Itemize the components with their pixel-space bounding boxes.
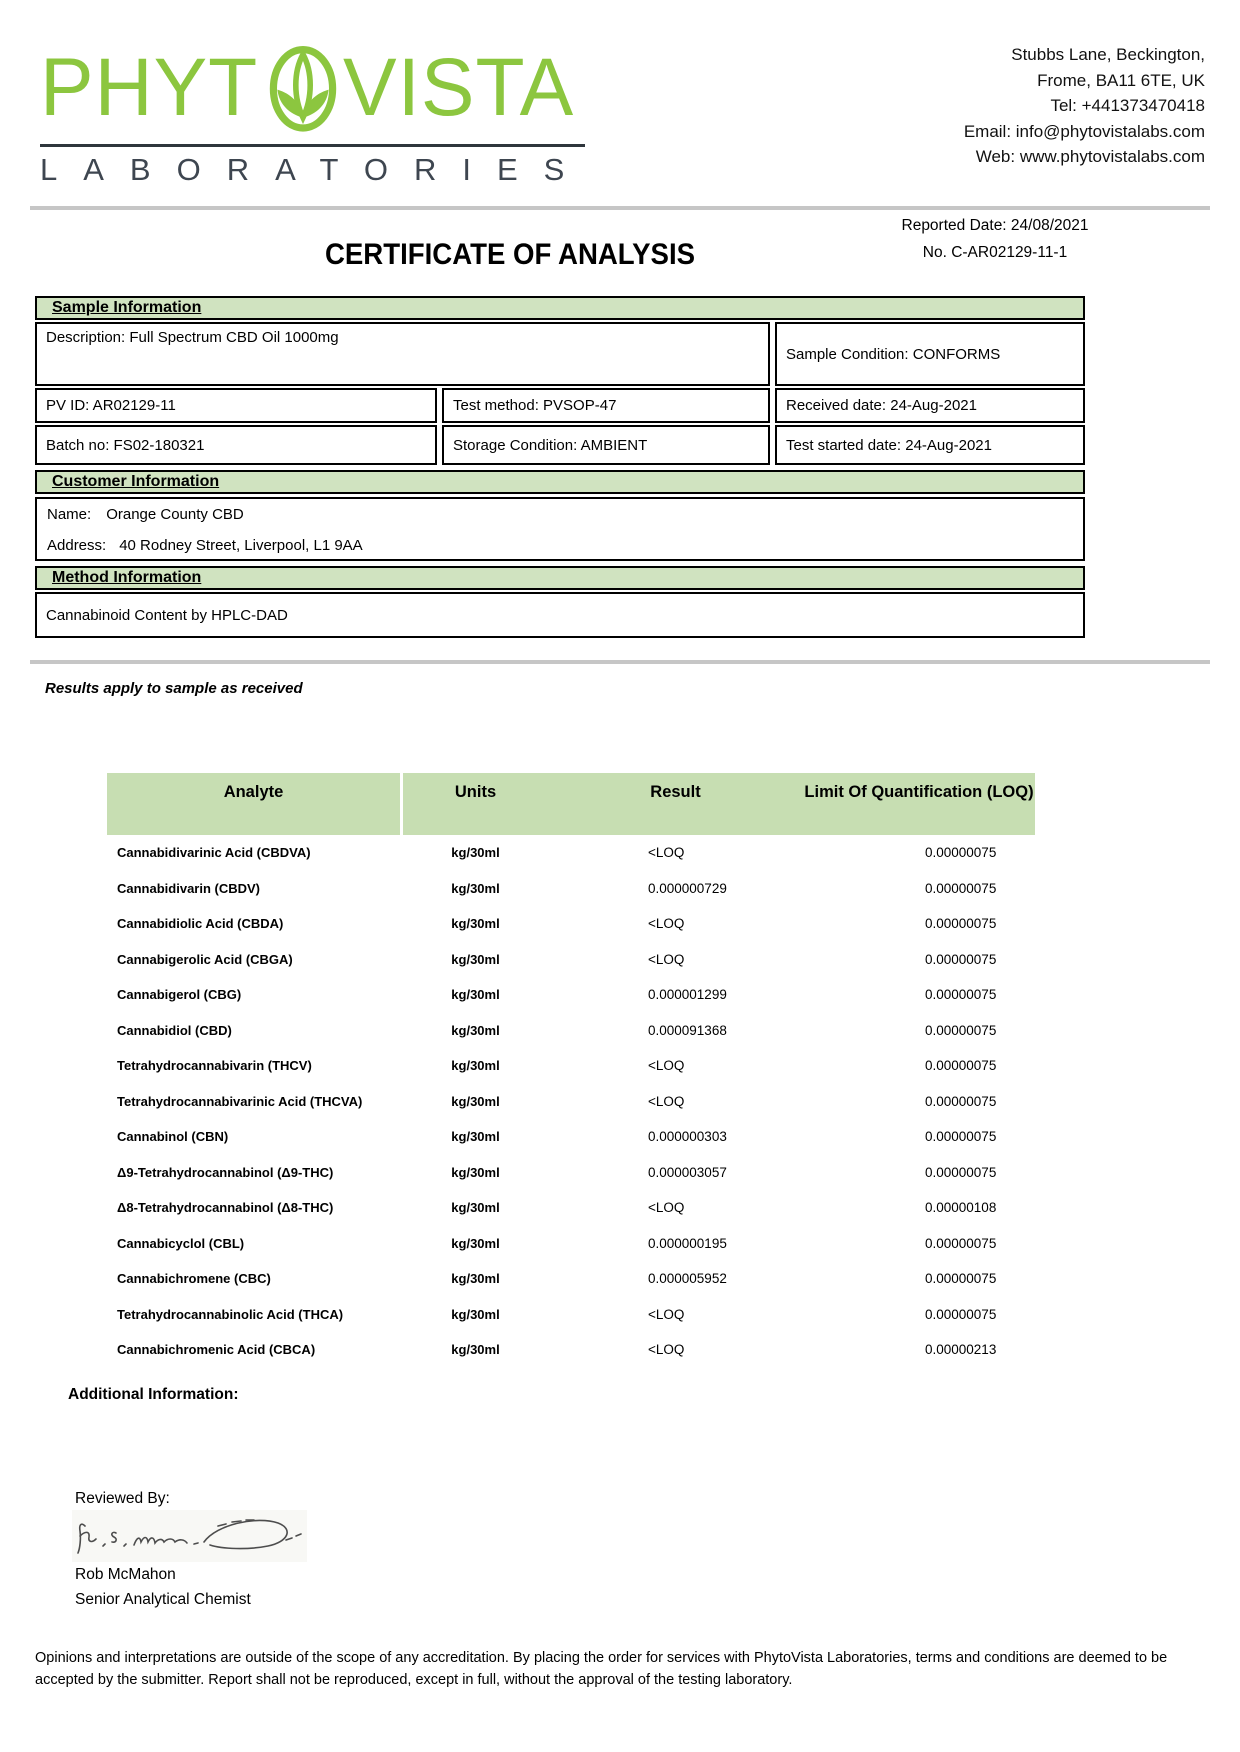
method-information-heading: Method Information <box>35 566 1085 590</box>
test-started-date: Test started date: 24-Aug-2021 <box>775 425 1085 465</box>
phytovista-logo <box>40 36 600 188</box>
loq-value: 0.00000213 <box>925 1342 997 1358</box>
loq-value: 0.00000075 <box>925 1022 997 1038</box>
loq-value: 0.00000075 <box>925 951 997 967</box>
logo-wordmark <box>40 36 600 140</box>
contact-address-line2: Frome, BA11 6TE, UK <box>1037 70 1205 90</box>
result-value: 0.000003057 <box>648 1164 727 1180</box>
table-row <box>107 1084 1035 1120</box>
loq-value: 0.00000075 <box>925 987 997 1003</box>
analyte-name: Cannabidivarin (CBDV) <box>117 880 261 896</box>
analyte-name: Cannabinol (CBN) <box>117 1129 229 1145</box>
additional-information-label: Additional Information: <box>68 1386 239 1403</box>
result-value: 0.000000303 <box>648 1129 727 1145</box>
result-value: <LOQ <box>648 916 685 932</box>
customer-information-heading: Customer Information <box>35 470 1085 494</box>
table-row <box>107 835 1035 871</box>
customer-name-label: Name: <box>47 506 92 523</box>
storage-condition: Storage Condition: AMBIENT <box>442 425 770 465</box>
logo-divider <box>40 144 585 147</box>
units-value: kg/30ml <box>451 1306 500 1322</box>
customer-address-label: Address: <box>47 537 107 554</box>
result-value: <LOQ <box>648 951 685 967</box>
result-value: 0.000001299 <box>648 987 727 1003</box>
sample-condition: Sample Condition: CONFORMS <box>775 322 1085 386</box>
units-value: kg/30ml <box>451 1164 500 1180</box>
results-table-body <box>107 835 1035 1368</box>
logo-text-left: PHYT <box>40 42 259 133</box>
customer-address-value: 40 Rodney Street, Liverpool, L1 9AA <box>119 537 363 554</box>
analyte-name: Δ9-Tetrahydrocannabinol (Δ9-THC) <box>117 1164 334 1180</box>
batch-no: Batch no: FS02-180321 <box>35 425 437 465</box>
result-value: 0.000000729 <box>648 880 727 896</box>
table-row <box>107 1155 1035 1191</box>
analyte-name: Cannabichromene (CBC) <box>117 1271 271 1287</box>
loq-value: 0.00000108 <box>925 1200 997 1216</box>
lab-contact-block <box>964 42 1205 170</box>
signature-image <box>72 1510 307 1562</box>
reported-date: Reported Date: 24/08/2021 <box>901 217 1089 234</box>
loq-value: 0.00000075 <box>925 1058 997 1074</box>
reviewed-by-label: Reviewed By: <box>75 1490 170 1507</box>
sample-description: Description: Full Spectrum CBD Oil 1000mg <box>35 322 770 386</box>
results-table <box>107 773 1035 1368</box>
analyte-name: Cannabidiol (CBD) <box>117 1022 232 1038</box>
contact-address-line1: Stubbs Lane, Beckington, <box>1011 45 1205 64</box>
contact-email: Email: info@phytovistalabs.com <box>963 121 1205 141</box>
method-value: Cannabinoid Content by HPLC-DAD <box>35 592 1085 638</box>
units-value: kg/30ml <box>451 880 500 896</box>
table-row <box>107 906 1035 942</box>
logo-text-right: VISTA <box>342 42 574 133</box>
analyte-name: Tetrahydrocannabivarin (THCV) <box>117 1058 312 1074</box>
units-value: kg/30ml <box>451 1129 500 1145</box>
result-value: <LOQ <box>648 1093 685 1109</box>
sample-info-row-1 <box>35 388 1085 423</box>
loq-value: 0.00000075 <box>925 845 997 861</box>
result-value: <LOQ <box>648 1058 685 1074</box>
analyte-name: Cannabigerolic Acid (CBGA) <box>117 951 293 967</box>
analyte-name: Δ8-Tetrahydrocannabinol (Δ8-THC) <box>117 1200 334 1216</box>
table-row <box>107 1048 1035 1084</box>
units-value: kg/30ml <box>451 1058 500 1074</box>
units-value: kg/30ml <box>451 1235 500 1251</box>
contact-web: Web: www.phytovistalabs.com <box>975 147 1205 166</box>
analyte-name: Cannabidivarinic Acid (CBDVA) <box>117 845 311 861</box>
column-header-units: Units <box>403 773 548 835</box>
units-value: kg/30ml <box>451 1093 500 1109</box>
units-value: kg/30ml <box>451 987 500 1003</box>
units-value: kg/30ml <box>451 1342 500 1358</box>
loq-value: 0.00000075 <box>925 880 997 896</box>
table-row <box>107 1261 1035 1297</box>
header-divider-rule <box>30 206 1210 210</box>
customer-address-line <box>47 537 1073 554</box>
logo-subtitle: LABORATORIES <box>40 152 591 187</box>
column-header-analyte: Analyte <box>107 773 400 835</box>
reviewer-role: Senior Analytical Chemist <box>75 1591 251 1608</box>
analyte-name: Cannabicyclol (CBL) <box>117 1235 245 1251</box>
loq-value: 0.00000075 <box>925 1164 997 1180</box>
units-value: kg/30ml <box>451 951 500 967</box>
report-number: No. C-AR02129-11-1 <box>922 244 1068 261</box>
table-row <box>107 1332 1035 1368</box>
analyte-name: Tetrahydrocannabivarinic Acid (THCVA) <box>117 1093 363 1109</box>
table-row <box>107 1013 1035 1049</box>
analyte-name: Cannabigerol (CBG) <box>117 987 242 1003</box>
units-value: kg/30ml <box>451 1022 500 1038</box>
report-meta <box>780 212 1210 266</box>
table-row <box>107 1190 1035 1226</box>
sample-info-row-2 <box>35 425 1085 465</box>
table-row <box>107 942 1035 978</box>
column-header-loq: Limit Of Quantification (LOQ) <box>803 773 1035 835</box>
analyte-name: Tetrahydrocannabinolic Acid (THCA) <box>117 1306 344 1322</box>
result-value: <LOQ <box>648 1306 685 1322</box>
signature-scribble <box>72 1510 307 1562</box>
sample-description-row <box>35 322 1085 386</box>
customer-name-value: Orange County CBD <box>106 506 244 523</box>
table-row <box>107 1119 1035 1155</box>
table-row <box>107 871 1035 907</box>
result-value: 0.000091368 <box>648 1022 727 1038</box>
pv-id: PV ID: AR02129-11 <box>35 388 437 423</box>
result-value: <LOQ <box>648 1200 685 1216</box>
table-row <box>107 1226 1035 1262</box>
units-value: kg/30ml <box>451 916 500 932</box>
customer-info-box <box>35 497 1085 561</box>
leaf-icon <box>267 40 339 136</box>
column-header-result: Result <box>548 773 803 835</box>
page-title: CERTIFICATE OF ANALYSIS <box>324 238 696 271</box>
contact-phone: Tel: +441373470418 <box>1050 96 1205 115</box>
received-date: Received date: 24-Aug-2021 <box>775 388 1085 423</box>
result-value: 0.000000195 <box>648 1235 727 1251</box>
table-row <box>107 977 1035 1013</box>
loq-value: 0.00000075 <box>925 1129 997 1145</box>
sample-information-heading: Sample Information <box>35 296 1085 320</box>
results-note: Results apply to sample as received <box>45 680 303 697</box>
analyte-name: Cannabichromenic Acid (CBCA) <box>117 1342 316 1358</box>
customer-name-line <box>47 506 1073 523</box>
reviewer-name: Rob McMahon <box>75 1566 176 1583</box>
units-value: kg/30ml <box>451 1200 500 1216</box>
units-value: kg/30ml <box>451 845 500 861</box>
loq-value: 0.00000075 <box>925 1306 997 1322</box>
section-divider-rule <box>30 660 1210 664</box>
units-value: kg/30ml <box>451 1271 500 1287</box>
loq-value: 0.00000075 <box>925 1271 997 1287</box>
analyte-name: Cannabidiolic Acid (CBDA) <box>117 916 284 932</box>
results-table-header <box>107 773 1035 835</box>
footer-disclaimer: Opinions and interpretations are outside of the scope of any accreditation. By placing the order for services with PhytoVista Laboratories, terms and conditions are deemed to be accepted by the submitter. Report shall not be reproduced, except in full, without the approval of the testing laboratory. <box>35 1650 1168 1688</box>
test-method: Test method: PVSOP-47 <box>442 388 770 423</box>
loq-value: 0.00000075 <box>925 916 997 932</box>
table-row <box>107 1297 1035 1333</box>
loq-value: 0.00000075 <box>925 1093 997 1109</box>
result-value: <LOQ <box>648 1342 685 1358</box>
result-value: <LOQ <box>648 845 685 861</box>
loq-value: 0.00000075 <box>925 1235 997 1251</box>
result-value: 0.000005952 <box>648 1271 727 1287</box>
